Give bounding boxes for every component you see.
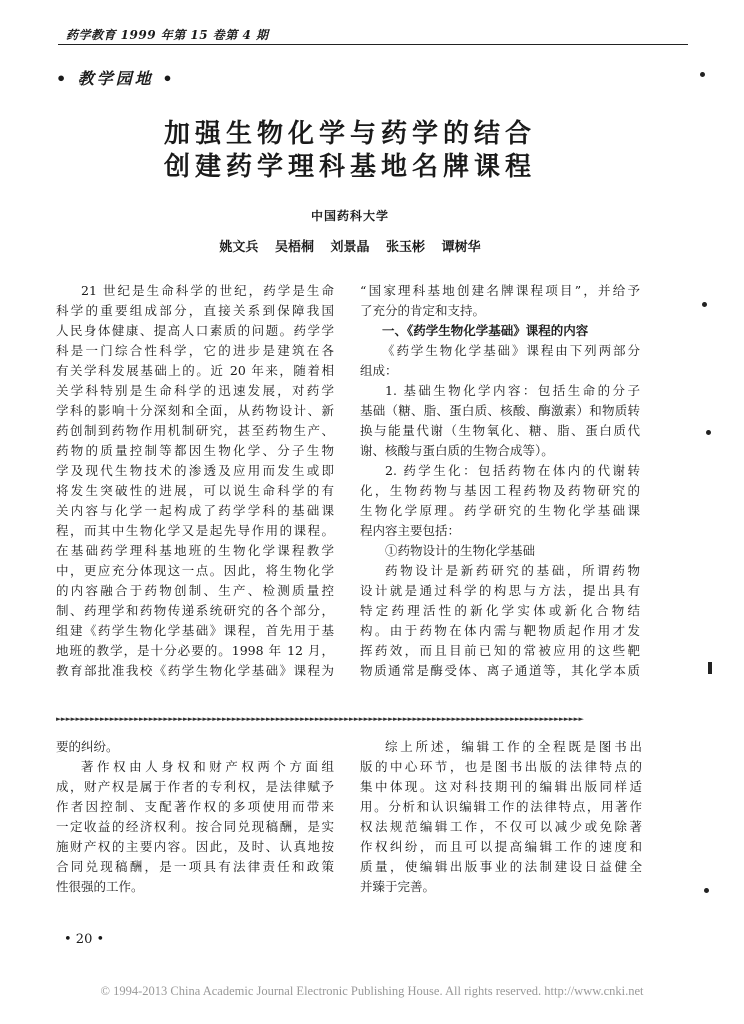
text-line: 换与能量代谢（生物氧化、糖、脂、蛋白质代 bbox=[360, 423, 640, 438]
subsection-heading: ①药物设计的生物化学基础 bbox=[385, 543, 536, 558]
text-line: 中，更应充分体现这一点。因此，将生物化学 bbox=[56, 563, 334, 578]
text-line: 化，生物药物与基因工程药物及药物研究的 bbox=[360, 483, 640, 498]
author: 刘景晶 bbox=[330, 240, 370, 255]
text-line: 了充分的肯定和支持。 bbox=[360, 303, 486, 318]
section-heading: 一、《药学生物化学基础》课程的内容 bbox=[382, 323, 589, 338]
text-line: 谢、核酸与蛋白质的生物合成等）。 bbox=[360, 443, 554, 458]
body-right-column bbox=[360, 281, 640, 681]
text-line: 程内容主要包括： bbox=[360, 523, 461, 538]
article-title-line-1: 加强生物化学与药学的结合 bbox=[163, 119, 536, 149]
journal-header: 药学教育 1999 年第 15 卷第 4 期 bbox=[66, 28, 269, 42]
text-line: 科学的重要组成部分，直接关系到保障我国 bbox=[56, 303, 334, 318]
text-line: 构。由于药物在体内需与靶物质起作用才发 bbox=[360, 623, 640, 638]
text-line: 有关学科发展基础上的。近 20 年来，随着相 bbox=[56, 363, 334, 378]
text-line: “国家理科基地创建名牌课程项目”，并给予 bbox=[360, 283, 640, 298]
text-line: 挥药效，而且目前已知的常被应用的这些靶 bbox=[360, 643, 640, 658]
text-line: 地班的教学，是十分必要的。1998 年 12 月， bbox=[56, 643, 334, 658]
author: 谭树华 bbox=[441, 240, 481, 255]
scan-mark bbox=[708, 662, 712, 674]
author-list bbox=[0, 236, 700, 255]
text-line: 关内容与化学一起构成了药学学科的基础课 bbox=[56, 503, 334, 518]
continued-left-column bbox=[56, 737, 334, 897]
text-line: 程，而其中生物化学又是起先导作用的课程。 bbox=[56, 523, 334, 538]
text-line: 在基础药学理科基地班的生物化学课程教学 bbox=[56, 543, 334, 558]
text-line: 制、药理学和药物传递系统研究的各个部分， bbox=[56, 603, 334, 618]
text-line: 物质通常是酶受体、离子通道等，其化学本质 bbox=[360, 663, 640, 678]
text-line: 组成： bbox=[360, 363, 398, 378]
text-line: 作权纠纷，而且可以提高编辑工作的速度和 bbox=[360, 839, 642, 854]
column-label: • 教学园地 • bbox=[56, 69, 176, 88]
text-line: 学及现代生物技术的渗透及应用而发生或即 bbox=[56, 463, 334, 478]
text-line: 一定收益的经济权利。按合同兑现稿酬，是实 bbox=[56, 819, 334, 834]
scan-mark bbox=[706, 430, 711, 435]
text-line: 特定药理活性的新化学实体或新化合物结 bbox=[360, 603, 640, 618]
text-line: 教育部批准我校《药学生物化学基础》课程为 bbox=[56, 663, 334, 678]
text-line: 作者因控制、支配著作权的多项使用而带来 bbox=[56, 799, 334, 814]
text-line: 基础（糖、脂、蛋白质、核酸、酶激素）和物质转 bbox=[360, 403, 640, 418]
affiliation: 中国药科大学 bbox=[310, 209, 389, 223]
text-line: 合同兑现稿酬，是一项具有法律责任和政策 bbox=[56, 859, 334, 874]
text-line: 性很强的工作。 bbox=[56, 879, 144, 894]
text-line: 权法规范编辑工作，不仅可以减少或免除著 bbox=[360, 819, 642, 834]
text-line: 学科的影响十分深刻和全面，从药物设计、新 bbox=[56, 403, 334, 418]
text-line: 版的中心环节，也是图书出版的法律特点的 bbox=[360, 759, 642, 774]
text-line: 药物的质量控制等都因生物化学、分子生物 bbox=[56, 443, 334, 458]
text-line: 药创制到药物作用机制研究，甚至药物生产、 bbox=[56, 423, 334, 438]
text-line: 著作权由人身权和财产权两个方面组 bbox=[81, 759, 334, 774]
text-line: 科是一门综合性科学，它的进步是建筑在各 bbox=[56, 343, 334, 358]
author: 姚文兵 bbox=[219, 240, 259, 255]
text-line: 要的纠纷。 bbox=[56, 739, 119, 754]
text-line: 质量，使编辑出版事业的法制建设日益健全 bbox=[360, 859, 642, 874]
text-line: 设计就是通过科学的构思与方法，提出具有 bbox=[360, 583, 640, 598]
text-line: 集中体现。这对科技期刊的编辑出版同样适 bbox=[360, 779, 642, 794]
text-line: 生物化学原理。药学研究的生物化学基础课 bbox=[360, 503, 640, 518]
text-line: 人民身体健康、提高人口素质的问题。药学学 bbox=[56, 323, 334, 338]
text-line: 的内容融合于药物创制、生产、检测质量控 bbox=[56, 583, 334, 598]
copyright-footer: © 1994-2013 China Academic Journal Electronic Publishing House. All rights reserved. http://www.cnki.net bbox=[100, 984, 644, 998]
text-line: 综上所述，编辑工作的全程既是图书出 bbox=[385, 739, 642, 754]
text-line: 用。分析和认识编辑工作的法律特点，用著作 bbox=[360, 799, 642, 814]
text-line: 组建《药学生物化学基础》课程，首先用于基 bbox=[56, 623, 334, 638]
text-line: 药物设计是新药研究的基础，所谓药物 bbox=[385, 563, 640, 578]
text-line: 成，财产权是属于作者的专利权，是法律赋予 bbox=[56, 779, 334, 794]
body-left-column bbox=[56, 281, 334, 681]
text-line: 1. 基础生物化学内容：包括生命的分子 bbox=[385, 383, 640, 398]
author: 张玉彬 bbox=[386, 240, 426, 255]
arrow-separator: ►►►►►►►►►►►►►►►►►►►►►►►►►►►►►►►►►►►►►►►►►►►►►►►►►►►►►►►►►►►►►►►►►►►►►►►►►►►►►►►►►►►►►►►►►►►►►►►►►►►►►►►►►►►► bbox=[56, 715, 584, 723]
scan-mark bbox=[702, 302, 707, 307]
scan-mark bbox=[704, 888, 709, 893]
text-line: 关学科特别是生命科学的迅速发展，对药学 bbox=[56, 383, 334, 398]
author: 吴梧桐 bbox=[274, 240, 314, 255]
text-line: 21 世纪是生命科学的世纪，药学是生命 bbox=[81, 283, 334, 298]
article-title-line-2: 创建药学理科基地名牌课程 bbox=[163, 152, 536, 182]
text-line: 将发生突破性的进展，可以说生命科学的有 bbox=[56, 483, 334, 498]
text-line: 《药学生物化学基础》课程由下列两部分 bbox=[382, 343, 640, 358]
continued-right-column bbox=[360, 737, 642, 897]
page-number: • 20 • bbox=[64, 932, 105, 947]
header-rule bbox=[58, 44, 688, 45]
text-line: 并臻于完善。 bbox=[360, 879, 436, 894]
text-line: 2. 药学生化：包括药物在体内的代谢转 bbox=[385, 463, 640, 478]
text-line: 施财产权的主要内容。因此，及时、认真地按 bbox=[56, 839, 334, 854]
scan-mark bbox=[700, 72, 705, 77]
